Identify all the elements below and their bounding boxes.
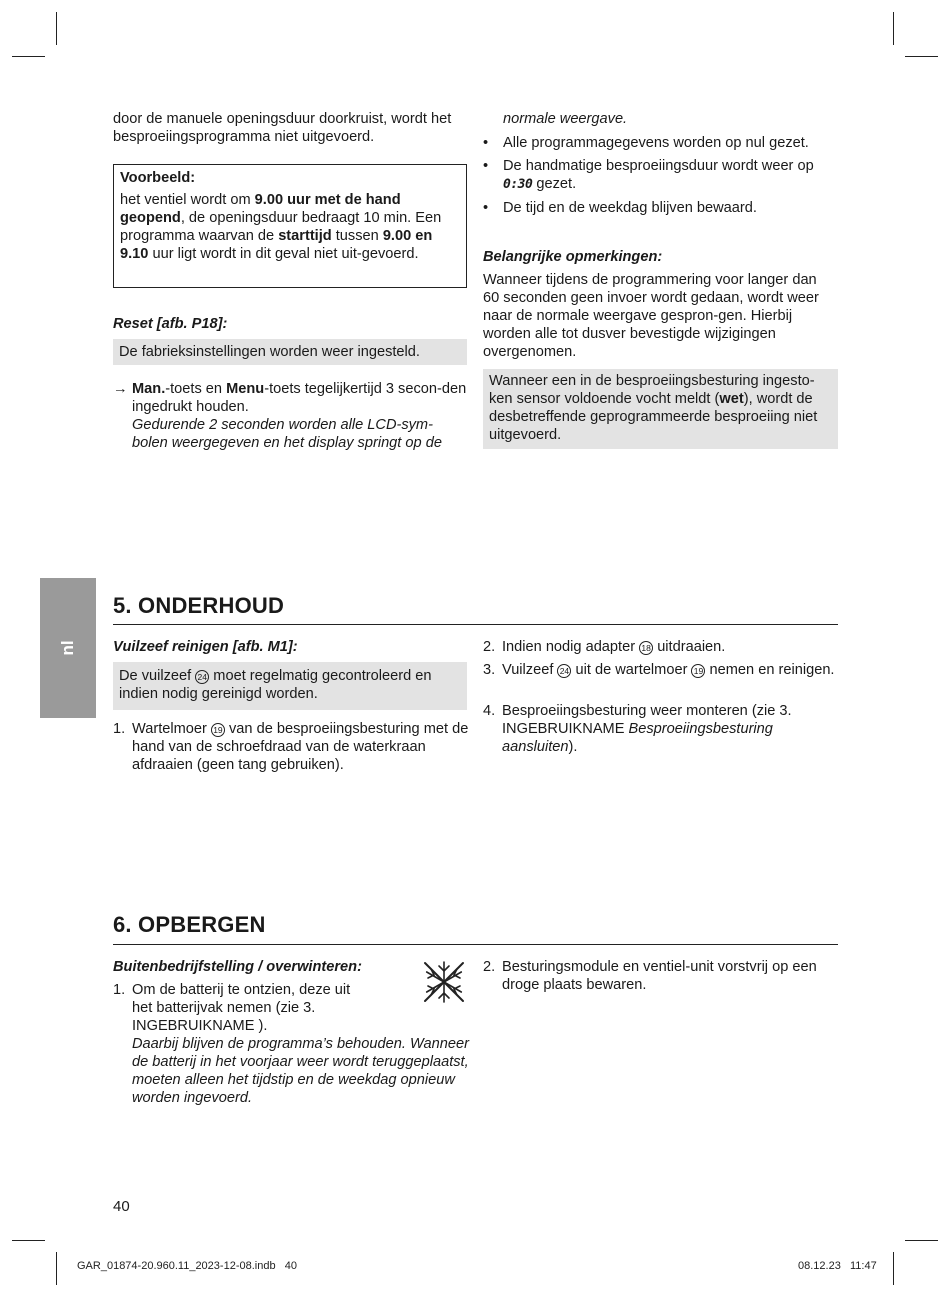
footer-file: GAR_01874-20.960.11_2023-12-08.indb 40 bbox=[77, 1260, 297, 1272]
lcd-value: 0:30 bbox=[503, 177, 533, 192]
section5-subheading: Vuilzeef reinigen [afb. M1]: bbox=[113, 639, 298, 655]
part-number-icon: 19 bbox=[211, 723, 225, 737]
reset-step-italic: Gedurende 2 seconden worden alle LCD-sym-bolen weergegeven en het display springt op de bbox=[132, 417, 442, 451]
sensor-note: Wanneer een in de besproeiingsbesturing ingesto-ken sensor voldoende vocht meldt (wet), wordt de desbetreffende geprogrammeerde besproeiing niet uitgevoerd. bbox=[483, 369, 838, 449]
crop-mark bbox=[905, 1240, 938, 1241]
example-title: Voorbeeld: bbox=[120, 170, 196, 186]
section-rule bbox=[113, 624, 838, 625]
section-heading: 5. ONDERHOUD bbox=[113, 593, 285, 618]
arrow-icon: → bbox=[113, 381, 128, 397]
section6-subheading: Buitenbedrijfstelling / overwinteren: bbox=[113, 959, 362, 975]
intro-paragraph: door de manuele openingsduur doorkruist, wordt het besproeiingsprogramma niet uitgevoerd. bbox=[113, 111, 452, 145]
crop-mark bbox=[56, 12, 57, 45]
part-number-icon: 18 bbox=[639, 641, 653, 655]
italic-continuation: normale weergave. bbox=[503, 111, 628, 127]
crop-mark bbox=[893, 1252, 894, 1285]
example-box bbox=[113, 164, 467, 288]
footer-date: 08.12.23 11:47 bbox=[798, 1260, 877, 1272]
example-text: het ventiel wordt om 9.00 uur met de hand geopend, de openingsduur bedraagt 10 min. Een programma waarvan de starttijd tussen 9.00 en 9.10 uur ligt wordt in dit geval niet uit-gevoerd. bbox=[120, 192, 442, 262]
crop-mark bbox=[905, 56, 938, 57]
page-number: 40 bbox=[113, 1198, 130, 1215]
reset-note: De fabrieksinstellingen worden weer ingesteld. bbox=[113, 339, 467, 365]
strainer-note: De vuilzeef 24 moet regelmatig gecontroleerd en indien nodig gereinigd worden. bbox=[113, 662, 467, 710]
language-tab: nl bbox=[40, 578, 96, 718]
crop-mark bbox=[12, 1240, 45, 1241]
part-number-icon: 24 bbox=[195, 670, 209, 684]
crop-mark bbox=[12, 56, 45, 57]
reset-heading: Reset [afb. P18]: bbox=[113, 316, 228, 332]
part-number-icon: 19 bbox=[691, 664, 705, 678]
section-heading: 6. OPBERGEN bbox=[113, 912, 266, 937]
section-rule bbox=[113, 944, 838, 945]
crop-mark bbox=[893, 12, 894, 45]
crop-mark bbox=[56, 1252, 57, 1285]
important-text: Wanneer tijdens de programmering voor langer dan 60 seconden geen invoer wordt gedaan, wordt weer naar de normale weergave gespron-gen. Hierbij worden alle tot dusver bevestigde wijzigingen overgenomen. bbox=[483, 272, 819, 360]
part-number-icon: 24 bbox=[557, 664, 571, 678]
important-heading: Belangrijke opmerkingen: bbox=[483, 249, 663, 265]
